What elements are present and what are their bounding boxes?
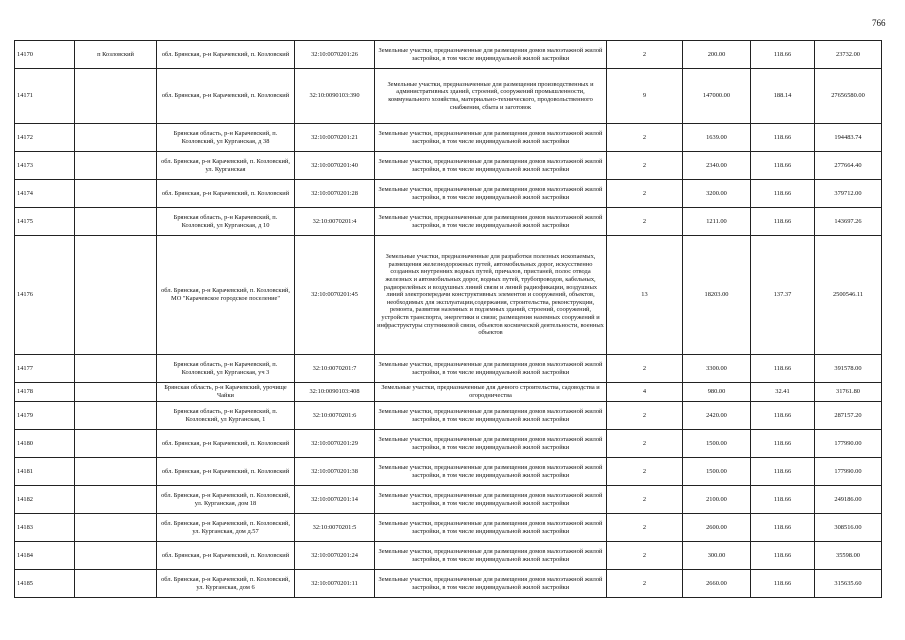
land-use-description-cell: Земельные участки, предназначенные для размещения домов малоэтажной жилой застройки, в том числе индивидуальной жилой застройки <box>375 41 607 69</box>
cadastral-number-cell: 32:10:0070201:28 <box>295 180 375 208</box>
cadastral-value-cell: 143697.26 <box>815 208 882 236</box>
table-body <box>15 41 882 598</box>
specific-value-cell: 118.66 <box>751 458 815 486</box>
area-cell: 1500.00 <box>683 458 751 486</box>
cadastral-number-cell: 32:10:0070201:26 <box>295 41 375 69</box>
specific-value-cell: 188.14 <box>751 69 815 124</box>
address-cell: обл. Брянская, р-н Карачевский, п. Козловский, ул. Курганская, дом 18 <box>157 486 295 514</box>
area-cell: 1639.00 <box>683 124 751 152</box>
cadastral-value-cell: 31761.80 <box>815 383 882 402</box>
table-row <box>15 69 882 124</box>
group-number-cell: 2 <box>607 41 683 69</box>
land-use-description-cell: Земельные участки, предназначенные для размещения домов малоэтажной жилой застройки, в том числе индивидуальной жилой застройки <box>375 208 607 236</box>
cadastral-value-cell: 35598.00 <box>815 542 882 570</box>
locality-cell <box>75 542 157 570</box>
specific-value-cell: 118.66 <box>751 152 815 180</box>
specific-value-cell: 118.66 <box>751 180 815 208</box>
locality-cell <box>75 69 157 124</box>
cadastral-number-cell: 32:10:0070201:45 <box>295 236 375 355</box>
locality-cell: п Козловский <box>75 41 157 69</box>
address-cell: обл. Брянская, р-н Карачевский, п. Козловский, ул. Курганская, дом 6 <box>157 570 295 598</box>
land-use-description-cell: Земельные участки, предназначенные для размещения домов малоэтажной жилой застройки, в том числе индивидуальной жилой застройки <box>375 458 607 486</box>
table-row <box>15 402 882 430</box>
cadastral-number-cell: 32:10:0070201:6 <box>295 402 375 430</box>
specific-value-cell: 118.66 <box>751 542 815 570</box>
row-number: 14176 <box>15 236 75 355</box>
address-cell: Брянская область, р-н Карачевский, п. Козловский, ул Курганская, д 10 <box>157 208 295 236</box>
locality-cell <box>75 570 157 598</box>
address-cell: обл. Брянская, р-н Карачевский, п. Козловский <box>157 430 295 458</box>
cadastral-value-cell: 315635.60 <box>815 570 882 598</box>
address-cell: Брянская область, р-н Карачевский, п. Козловский, ул Курганская, 1 <box>157 402 295 430</box>
specific-value-cell: 32.41 <box>751 383 815 402</box>
table-row <box>15 383 882 402</box>
address-cell: обл. Брянская, р-н Карачевский, п. Козловский <box>157 180 295 208</box>
locality-cell <box>75 180 157 208</box>
locality-cell <box>75 355 157 383</box>
area-cell: 3300.00 <box>683 355 751 383</box>
cadastral-value-cell: 277664.40 <box>815 152 882 180</box>
group-number-cell: 2 <box>607 402 683 430</box>
cadastral-value-cell: 249186.00 <box>815 486 882 514</box>
address-cell: обл. Брянская, р-н Карачевский, п. Козловский, ул. Курганская, дом д.57 <box>157 514 295 542</box>
land-use-description-cell: Земельные участки, предназначенные для размещения производственных и административных зданий, строений, сооружений промышленности, коммунального хозяйства, материально-технического, продовольственного снабжения, сбыта и заготовок <box>375 69 607 124</box>
land-use-description-cell: Земельные участки, предназначенные для размещения домов малоэтажной жилой застройки, в том числе индивидуальной жилой застройки <box>375 152 607 180</box>
locality-cell <box>75 152 157 180</box>
group-number-cell: 2 <box>607 542 683 570</box>
area-cell: 2420.00 <box>683 402 751 430</box>
table-row <box>15 458 882 486</box>
locality-cell <box>75 514 157 542</box>
area-cell: 147000.00 <box>683 69 751 124</box>
locality-cell <box>75 124 157 152</box>
land-use-description-cell: Земельные участки, предназначенные для размещения домов малоэтажной жилой застройки, в том числе индивидуальной жилой застройки <box>375 355 607 383</box>
table-row <box>15 124 882 152</box>
cadastral-value-cell: 23732.00 <box>815 41 882 69</box>
table-row <box>15 152 882 180</box>
land-use-description-cell: Земельные участки, предназначенные для размещения домов малоэтажной жилой застройки, в том числе индивидуальной жилой застройки <box>375 430 607 458</box>
row-number: 14177 <box>15 355 75 383</box>
land-use-description-cell: Земельные участки, предназначенные для разработки полезных ископаемых, размещения железнодорожных путей, автомобильных дорог, искусственно созданных внутренних водных путей, причалов, пристаней, полос отвода железных и автомобильных дорог, водных путей, трубопроводов, кабельных, радиорелейных и воздушных линий связи и линий радиофикации, воздушных линий электропередачи конструктивных элементов и сооружений, объектов, необходимых для эксплуатации,содержания, строительства, реконструкции, ремонта, развития наземных и подземных зданий, строений, сооружений, устройств транспорта, энергетики и связи; размещения наземных сооружений и инфраструктуры спутниковой связи, объектов космической деятельности, военных объектов <box>375 236 607 355</box>
row-number: 14181 <box>15 458 75 486</box>
group-number-cell: 2 <box>607 124 683 152</box>
cadastral-value-cell: 391578.00 <box>815 355 882 383</box>
row-number: 14179 <box>15 402 75 430</box>
row-number: 14173 <box>15 152 75 180</box>
cadastral-value-cell: 287157.20 <box>815 402 882 430</box>
locality-cell <box>75 458 157 486</box>
address-cell: обл. Брянская, р-н Карачевский, п. Козловский, МО "Карачевское городское поселение" <box>157 236 295 355</box>
area-cell: 200.00 <box>683 41 751 69</box>
cadastral-number-cell: 32:10:0070201:21 <box>295 124 375 152</box>
area-cell: 2600.00 <box>683 514 751 542</box>
specific-value-cell: 118.66 <box>751 208 815 236</box>
row-number: 14180 <box>15 430 75 458</box>
group-number-cell: 9 <box>607 69 683 124</box>
group-number-cell: 2 <box>607 514 683 542</box>
address-cell: обл. Брянская, р-н Карачевский, п. Козловский <box>157 542 295 570</box>
cadastral-number-cell: 32:10:0090103:408 <box>295 383 375 402</box>
table-row <box>15 41 882 69</box>
address-cell: обл. Брянская, р-н Карачевский, п. Козловский <box>157 69 295 124</box>
specific-value-cell: 118.66 <box>751 355 815 383</box>
table-row <box>15 236 882 355</box>
specific-value-cell: 118.66 <box>751 486 815 514</box>
table-row <box>15 430 882 458</box>
group-number-cell: 2 <box>607 180 683 208</box>
group-number-cell: 4 <box>607 383 683 402</box>
land-use-description-cell: Земельные участки, предназначенные для размещения домов малоэтажной жилой застройки, в том числе индивидуальной жилой застройки <box>375 514 607 542</box>
group-number-cell: 2 <box>607 152 683 180</box>
locality-cell <box>75 430 157 458</box>
table-row <box>15 180 882 208</box>
row-number: 14171 <box>15 69 75 124</box>
land-use-description-cell: Земельные участки, предназначенные для размещения домов малоэтажной жилой застройки, в том числе индивидуальной жилой застройки <box>375 402 607 430</box>
address-cell: Брянская область, р-н Карачевский, урочище Чайки <box>157 383 295 402</box>
table-row <box>15 570 882 598</box>
land-use-description-cell: Земельные участки, предназначенные для размещения домов малоэтажной жилой застройки, в том числе индивидуальной жилой застройки <box>375 180 607 208</box>
group-number-cell: 13 <box>607 236 683 355</box>
cadastral-value-cell: 194483.74 <box>815 124 882 152</box>
cadastral-value-cell: 177990.00 <box>815 458 882 486</box>
area-cell: 300.00 <box>683 542 751 570</box>
area-cell: 2340.00 <box>683 152 751 180</box>
cadastral-number-cell: 32:10:0070201:38 <box>295 458 375 486</box>
cadastral-number-cell: 32:10:0070201:40 <box>295 152 375 180</box>
row-number: 14170 <box>15 41 75 69</box>
cadastral-number-cell: 32:10:0090103:390 <box>295 69 375 124</box>
cadastral-number-cell: 32:10:0070201:5 <box>295 514 375 542</box>
cadastral-value-cell: 2500546.11 <box>815 236 882 355</box>
cadastral-number-cell: 32:10:0070201:7 <box>295 355 375 383</box>
specific-value-cell: 118.66 <box>751 41 815 69</box>
group-number-cell: 2 <box>607 430 683 458</box>
land-use-description-cell: Земельные участки, предназначенные для дачного строительства, садоводства и огородничества <box>375 383 607 402</box>
land-use-description-cell: Земельные участки, предназначенные для размещения домов малоэтажной жилой застройки, в том числе индивидуальной жилой застройки <box>375 570 607 598</box>
address-cell: Брянская область, р-н Карачевский, п. Козловский, ул Курганская, уч 3 <box>157 355 295 383</box>
table-row <box>15 208 882 236</box>
page-number: 766 <box>872 18 886 28</box>
group-number-cell: 2 <box>607 458 683 486</box>
area-cell: 18203.00 <box>683 236 751 355</box>
specific-value-cell: 118.66 <box>751 430 815 458</box>
address-cell: обл. Брянская, р-н Карачевский, п. Козловский <box>157 41 295 69</box>
cadastral-number-cell: 32:10:0070201:4 <box>295 208 375 236</box>
row-number: 14185 <box>15 570 75 598</box>
cadastral-number-cell: 32:10:0070201:24 <box>295 542 375 570</box>
locality-cell <box>75 236 157 355</box>
area-cell: 1500.00 <box>683 430 751 458</box>
row-number: 14182 <box>15 486 75 514</box>
land-use-description-cell: Земельные участки, предназначенные для размещения домов малоэтажной жилой застройки, в том числе индивидуальной жилой застройки <box>375 486 607 514</box>
table-row <box>15 355 882 383</box>
address-cell: обл. Брянская, р-н Карачевский, п. Козловский <box>157 458 295 486</box>
cadastral-value-cell: 308516.00 <box>815 514 882 542</box>
address-cell: обл. Брянская, р-н Карачевский, п. Козловский, ул. Курганская <box>157 152 295 180</box>
specific-value-cell: 137.37 <box>751 236 815 355</box>
row-number: 14183 <box>15 514 75 542</box>
cadastral-number-cell: 32:10:0070201:29 <box>295 430 375 458</box>
area-cell: 2100.00 <box>683 486 751 514</box>
cadastral-value-cell: 27656580.00 <box>815 69 882 124</box>
locality-cell <box>75 402 157 430</box>
locality-cell <box>75 208 157 236</box>
row-number: 14184 <box>15 542 75 570</box>
cadastral-number-cell: 32:10:0070201:11 <box>295 570 375 598</box>
land-use-description-cell: Земельные участки, предназначенные для размещения домов малоэтажной жилой застройки, в том числе индивидуальной жилой застройки <box>375 124 607 152</box>
area-cell: 1211.00 <box>683 208 751 236</box>
specific-value-cell: 118.66 <box>751 570 815 598</box>
group-number-cell: 2 <box>607 486 683 514</box>
cadastral-value-cell: 379712.00 <box>815 180 882 208</box>
group-number-cell: 2 <box>607 208 683 236</box>
group-number-cell: 2 <box>607 355 683 383</box>
cadastral-value-cell: 177990.00 <box>815 430 882 458</box>
specific-value-cell: 118.66 <box>751 402 815 430</box>
area-cell: 980.00 <box>683 383 751 402</box>
row-number: 14178 <box>15 383 75 402</box>
cadastral-number-cell: 32:10:0070201:14 <box>295 486 375 514</box>
area-cell: 3200.00 <box>683 180 751 208</box>
locality-cell <box>75 486 157 514</box>
locality-cell <box>75 383 157 402</box>
table-row <box>15 514 882 542</box>
specific-value-cell: 118.66 <box>751 514 815 542</box>
row-number: 14174 <box>15 180 75 208</box>
land-use-description-cell: Земельные участки, предназначенные для размещения домов малоэтажной жилой застройки, в том числе индивидуальной жилой застройки <box>375 542 607 570</box>
cadastral-value-table <box>14 40 882 598</box>
row-number: 14172 <box>15 124 75 152</box>
table-row <box>15 486 882 514</box>
area-cell: 2660.00 <box>683 570 751 598</box>
table-row <box>15 542 882 570</box>
specific-value-cell: 118.66 <box>751 124 815 152</box>
row-number: 14175 <box>15 208 75 236</box>
address-cell: Брянская область, р-н Карачевский, п. Козловский, ул Курганская, д 38 <box>157 124 295 152</box>
group-number-cell: 2 <box>607 570 683 598</box>
